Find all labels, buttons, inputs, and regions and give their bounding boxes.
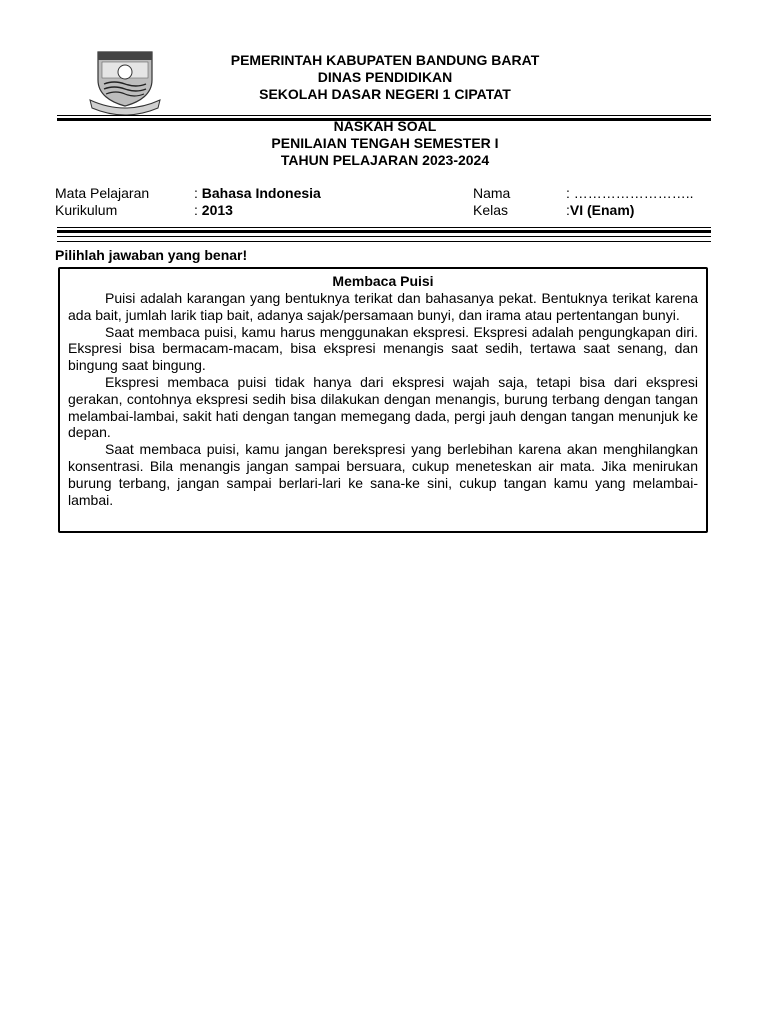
exam-title [140, 118, 630, 169]
header-department: DINAS PENDIDIKAN [317, 69, 453, 85]
name-label: Nama [473, 185, 511, 201]
passage-paragraph: Puisi adalah karangan yang bentuknya terikat dan bahasanya pekat. Bentuknya terikat karena ada bait, jumlah larik tiap bait, adanya sajak/persamaan bunyi, dan irama atau pertentangan bunyi. [68, 290, 698, 323]
info-divider-extra [57, 241, 711, 242]
subject-separator: : [194, 185, 202, 201]
passage-paragraph: Saat membaca puisi, kamu harus menggunakan ekspresi. Ekspresi adalah pengungkapan diri. Ekspresi bisa bermacam-macam, bisa ekspresi menangis saat sedih, tertawa saat senang, dan bingung saat bingung. [68, 323, 698, 374]
class-separator: : [566, 202, 570, 218]
info-divider-top [57, 227, 711, 228]
passage-title: Membaca Puisi [332, 273, 434, 289]
curriculum-value: 2013 [201, 202, 233, 218]
header-school: SEKOLAH DASAR NEGERI 1 CIPATAT [259, 86, 511, 102]
passage-paragraph: Ekspresi membaca puisi tidak hanya dari ekspresi wajah saja, tetapi bisa dari ekspresi gerakan, contohnya ekspresi sedih bisa dilakukan dengan menangis, burung terbang dengan tangan melambai-lambai, sakit hati dengan tangan memegang dada, pergi jauh dengan tangan menunjuk ke depan. [68, 373, 698, 441]
subject-row [194, 185, 321, 202]
title-line-3: TAHUN PELAJARAN 2023-2024 [280, 152, 490, 168]
header-government: PEMERINTAH KABUPATEN BANDUNG BARAT [230, 52, 540, 68]
instruction-text: Pilihlah jawaban yang benar! [55, 247, 248, 263]
info-divider-bottom [57, 236, 711, 237]
class-value: VI (Enam) [569, 202, 635, 218]
info-divider-middle [57, 230, 711, 233]
name-field: : …………………….. [566, 185, 694, 201]
curriculum-separator: : [194, 202, 202, 218]
title-line-1: NASKAH SOAL [333, 118, 437, 134]
reading-passage-box [58, 267, 708, 533]
subject-value: Bahasa Indonesia [201, 185, 321, 201]
passage-paragraph: Saat membaca puisi, kamu jangan berekspresi yang berlebihan karena akan menghilangkan konsentrasi. Bila menangis jangan sampai bersuara, cukup meneteskan air mata. Jika menirukan burung terbang, jangan sampai berlari-lari ke sana-ke sini, cukup tangan kamu yang melambai-lambai. [68, 441, 698, 508]
curriculum-row [194, 202, 233, 219]
header-divider-thin [57, 115, 711, 116]
title-line-2: PENILAIAN TENGAH SEMESTER I [271, 135, 499, 151]
class-row [566, 202, 634, 219]
class-label: Kelas [473, 202, 509, 218]
school-header [140, 52, 630, 103]
passage-body [68, 290, 698, 508]
subject-label: Mata Pelajaran [55, 185, 150, 201]
curriculum-label: Kurikulum [55, 202, 118, 218]
